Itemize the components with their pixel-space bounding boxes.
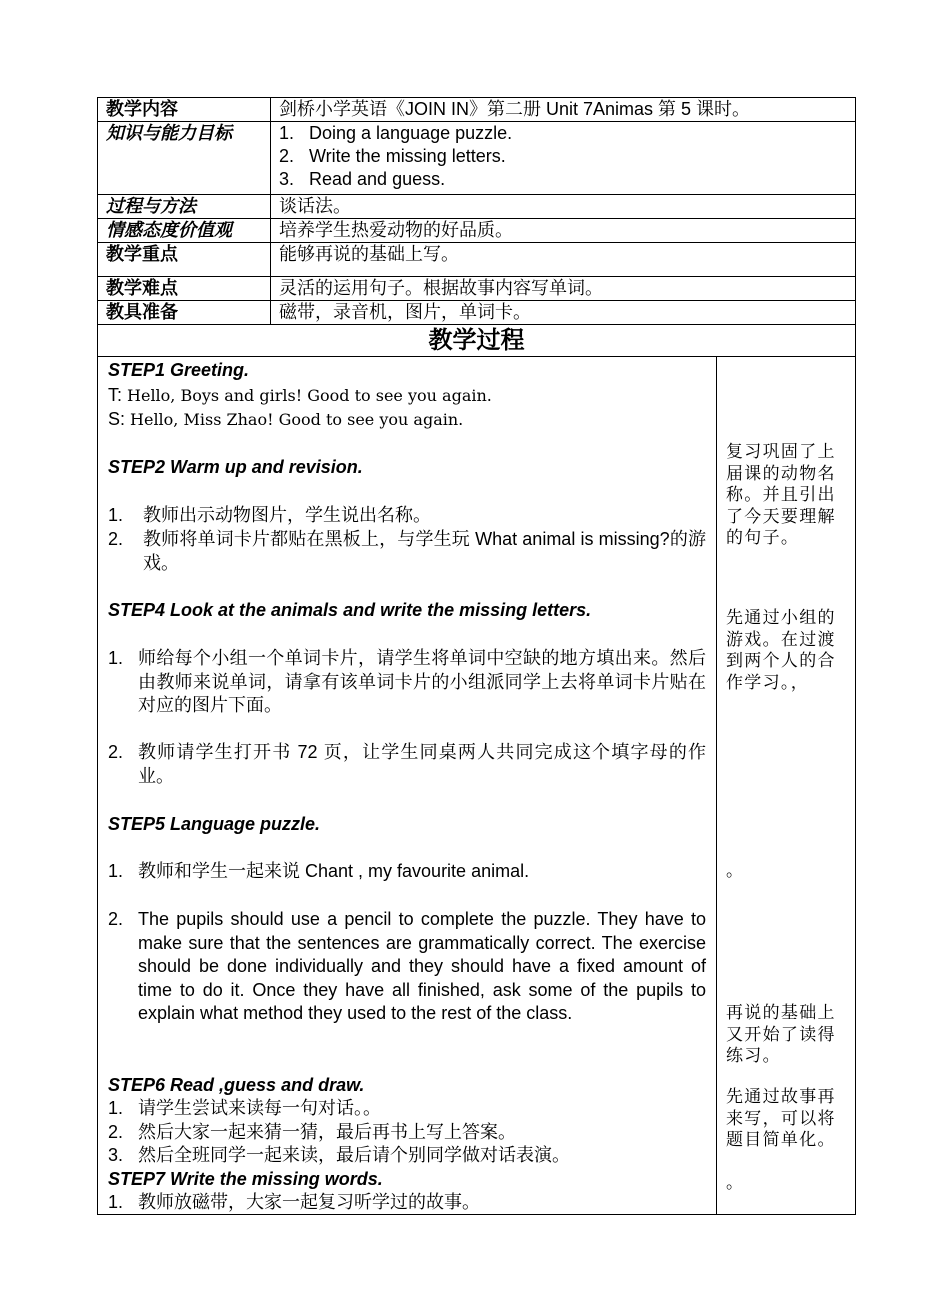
item-text: 请学生尝试来读每一句对话。。 <box>138 1098 381 1118</box>
item-text: 教师和学生一起来说 Chant , my favourite animal. <box>138 861 530 881</box>
info-row <box>98 195 856 219</box>
speaker-label: T: <box>108 385 128 405</box>
process-title: 教学过程 <box>97 325 856 357</box>
goal-num: 1. <box>279 123 295 143</box>
info-value: 能够再说的基础上写。 <box>271 243 856 277</box>
teaching-note: 再说的基础上又开始了读得练习。 <box>726 1003 836 1065</box>
info-value: 剑桥小学英语《JOIN IN》第二册 Unit 7Animas 第 5 课时。 <box>271 98 856 122</box>
goal-text: Write the missing letters. <box>309 146 506 166</box>
list-item <box>108 504 706 528</box>
item-text: 师给每个小组一个单词卡片，请学生将单词中空缺的地方填出来。然后由教师来说单词，请拿有该单词卡片的小组派同学上去将单词卡片贴在对应的图片下面。 <box>138 648 706 715</box>
process-section <box>97 357 856 1215</box>
info-row <box>98 98 856 122</box>
item-text: The pupils should use a pencil to complete the puzzle. They have to make sure that the sentences are grammatically correct. The exercise should be done individually and they should have a fixed amount of time to do it. Once they have all finished, ask some of the pupils to explain what method they used to the rest of the class. <box>138 909 706 1023</box>
item-num: 1. <box>108 861 124 881</box>
lesson-plan <box>97 97 856 1215</box>
step-title: STEP6 Read ,guess and draw. <box>108 1075 365 1095</box>
teaching-note: 先通过故事再来写，可以将题目简单化。 <box>726 1087 836 1149</box>
item-num: 2. <box>108 1122 124 1142</box>
dialogue-text: Hello, Boys and girls! Good to see you again. <box>127 386 492 405</box>
goal-item <box>279 145 855 168</box>
item-text: 教师请学生打开书 72 页，让学生同桌两人共同完成这个填字母的作业。 <box>138 742 706 786</box>
goal-num: 3. <box>279 169 295 189</box>
speaker-label: S: <box>108 409 131 429</box>
list-item <box>108 1097 706 1121</box>
step-title: STEP7 Write the missing words. <box>108 1169 383 1189</box>
goal-text: Doing a language puzzle. <box>309 123 513 143</box>
item-text: 然后大家一起来猜一猜，最后再书上写上答案。 <box>138 1122 516 1142</box>
list-item <box>108 1144 706 1168</box>
info-row <box>98 219 856 243</box>
list-item <box>108 528 706 575</box>
info-value: 磁带，录音机，图片，单词卡。 <box>271 301 856 325</box>
step-title: STEP5 Language puzzle. <box>108 814 321 834</box>
item-text: 然后全班同学一起来读，最后请个别同学做对话表演。 <box>138 1145 570 1165</box>
info-label: 教具准备 <box>98 301 271 325</box>
item-num: 2. <box>108 909 124 929</box>
teaching-note: 。 <box>726 1173 745 1192</box>
info-row <box>98 243 856 277</box>
info-value: 灵活的运用句子。根据故事内容写单词。 <box>271 277 856 301</box>
info-row <box>98 301 856 325</box>
goal-item <box>279 122 855 145</box>
item-text: 教师放磁带，大家一起复习听学过的故事。 <box>138 1192 480 1212</box>
step-title: STEP1 Greeting. <box>108 360 250 380</box>
teaching-note: 。 <box>726 861 745 880</box>
item-text: 教师将单词卡片都贴在黑板上，与学生玩 What animal is missing?的游戏。 <box>143 529 706 573</box>
dialogue-line <box>108 384 492 408</box>
goal-item <box>279 168 855 191</box>
lesson-info-table <box>97 97 856 325</box>
item-num: 1. <box>108 1192 124 1212</box>
list-item <box>108 1121 706 1145</box>
info-label: 教学内容 <box>98 98 271 122</box>
info-value: 谈话法。 <box>271 195 856 219</box>
info-label: 情感态度价值观 <box>98 219 271 243</box>
info-goals <box>271 122 856 195</box>
teaching-note: 复习巩固了上届课的动物名称。并且引出了今天要理解的句子。 <box>726 442 836 547</box>
item-num: 2. <box>108 529 124 549</box>
goal-text: Read and guess. <box>309 169 446 189</box>
dialogue-text: Hello, Miss Zhao! Good to see you again. <box>130 410 464 429</box>
info-row <box>98 277 856 301</box>
info-label: 教学难点 <box>98 277 271 301</box>
dialogue-line <box>108 408 463 432</box>
list-item <box>108 741 706 788</box>
column-divider <box>716 357 717 1214</box>
list-item <box>108 647 706 718</box>
step-title: STEP2 Warm up and revision. <box>108 457 363 477</box>
item-num: 1. <box>108 505 124 525</box>
info-label: 过程与方法 <box>98 195 271 219</box>
list-item <box>108 860 706 884</box>
teaching-note: 先通过小组的游戏。在过渡到两个人的合作学习。， <box>726 608 836 692</box>
list-item <box>108 1191 706 1215</box>
info-value: 培养学生热爱动物的好品质。 <box>271 219 856 243</box>
item-num: 1. <box>108 648 124 668</box>
item-num: 3. <box>108 1145 124 1165</box>
item-num: 2. <box>108 742 124 762</box>
step-title: STEP4 Look at the animals and write the missing letters. <box>108 600 592 620</box>
goal-num: 2. <box>279 146 295 166</box>
item-num: 1. <box>108 1098 124 1118</box>
info-row <box>98 122 856 195</box>
list-item <box>108 908 706 1026</box>
item-text: 教师出示动物图片，学生说出名称。 <box>143 505 431 525</box>
info-label: 知识与能力目标 <box>98 122 271 195</box>
info-label: 教学重点 <box>98 243 271 277</box>
